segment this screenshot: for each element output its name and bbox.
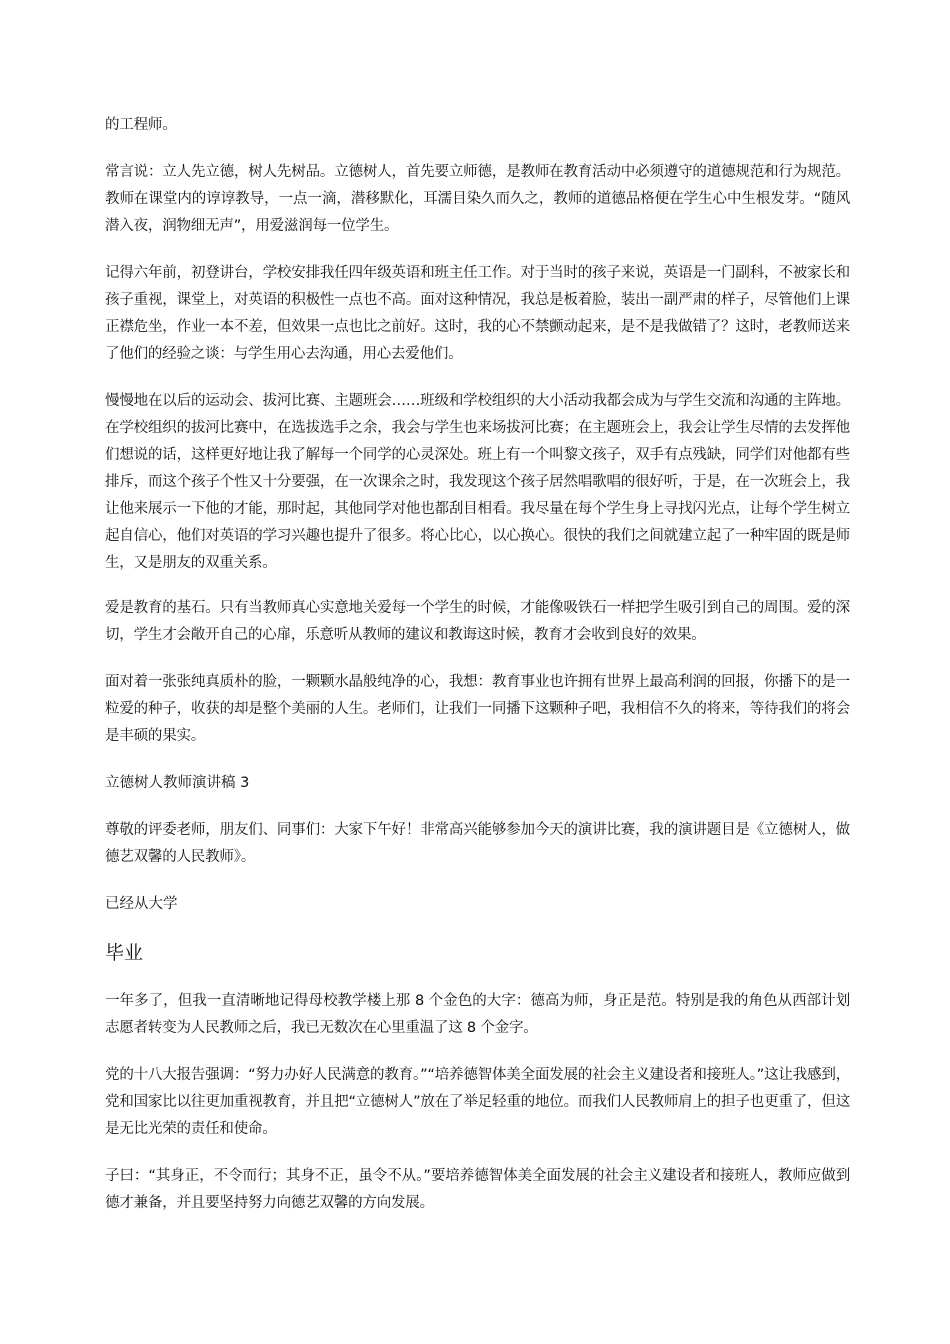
paragraph-faces: 面对着一张张纯真质朴的脸，一颗颗水晶般纯净的心，我想：教育事业也许拥有世界上最高利润的回报，你播下的是一粒爱的种子，收获的却是整个美丽的人生。老师们，让我们一同播下这颗种子吧，我相信不久的将来，等待我们的将会是丰硕的果实。 <box>105 674 850 744</box>
paragraph-activities: 慢慢地在以后的运动会、拔河比赛、主题班会……班级和学校组织的大小活动我都会成为与学生交流和沟通的主阵地。在学校组织的拔河比赛中，在选拔选手之余，我会与学生也来场拔河比赛；在主题班会上，我会让学生尽情的去发挥他们想说的话，这样更好地让我了解每一个同学的心灵深处。班上有一个叫黎文孩子，双手有点残缺，同学们对他都有些排斥，而这个孩子个性又十分要强，在一次课余之时，我发现这个孩子居然唱歌唱的很好听，于是，在一次班会上，我让他来展示一下他的才能，那时起，其他同学对他也都刮目相看。我尽量在每个学生身上寻找闪光点，让每个学生树立起自信心，他们对英语的学习兴趣也提升了很多。将心比心，以心换心。很快的我们之间就建立起了一种牢固的既是师生，又是朋友的双重关系。 <box>105 393 850 571</box>
paragraph-party-report: 党的十八大报告强调：“努力办好人民满意的教育。”“培养德智体美全面发展的社会主义建设者和接班人。”这让我感到，党和国家比以往更加重视教育，并且把“立德树人”放在了举足轻重的地位。而我们人民教师肩上的担子也更重了，但这是无比光荣的责任和使命。 <box>105 1067 850 1137</box>
paragraph-teacher-ethics: 常言说：立人先立德，树人先树品。立德树人，首先要立师德，是教师在教育活动中必须遵守的道德规范和行为规范。教师在课堂内的谆谆教导，一点一滴，潜移默化，耳濡目染久而久之，教师的道德品格便在学生心中生根发芽。“随风潜入夜，润物细无声”，用爱滋润每一位学生。 <box>105 164 850 234</box>
paragraph-six-years-ago: 记得六年前，初登讲台，学校安排我任四年级英语和班主任工作。对于当时的孩子来说，英语是一门副科，不被家长和孩子重视，课堂上，对英语的积极性一点也不高。面对这种情况，我总是板着脸，装出一副严肃的样子，尽管他们上课正襟危坐，作业一本不差，但效果一点也比之前好。这时，我的心不禁颤动起来，是不是我做错了？这时，老教师送来了他们的经验之谈：与学生用心去沟通，用心去爱他们。 <box>105 265 850 362</box>
paragraph-love-foundation: 爱是教育的基石。只有当教师真心实意地关爱每一个学生的时候，才能像吸铁石一样把学生吸引到自己的周围。爱的深切，学生才会敞开自己的心扉，乐意听从教师的建议和教诲这时候，教育才会收到良好的效果。 <box>105 600 850 643</box>
paragraph-fragment-graduate: 毕业 <box>105 942 144 964</box>
section-heading: 立德树人教师演讲稿 3 <box>105 775 250 791</box>
paragraph-continuation: 的工程师。 <box>105 117 177 133</box>
document-page <box>105 112 850 1237</box>
paragraph-alma-mater: 一年多了，但我一直清晰地记得母校教学楼上那 8 个金色的大字：德高为师，身正是范。特别是我的角色从西部计划志愿者转变为人民教师之后，我已无数次在心里重温了这 8 个金字。 <box>105 993 850 1036</box>
paragraph-confucius: 子曰：“其身正，不令而行；其身不正，虽令不从。”要培养德智体美全面发展的社会主义建设者和接班人，教师应做到德才兼备，并且要坚持努力向德艺双馨的方向发展。 <box>105 1168 850 1211</box>
paragraph-greeting: 尊敬的评委老师，朋友们、同事们：大家下午好！非常高兴能够参加今天的演讲比赛，我的演讲题目是《立德树人，做德艺双馨的人民教师》。 <box>105 822 850 865</box>
paragraph-fragment-university: 已经从大学 <box>105 896 178 912</box>
